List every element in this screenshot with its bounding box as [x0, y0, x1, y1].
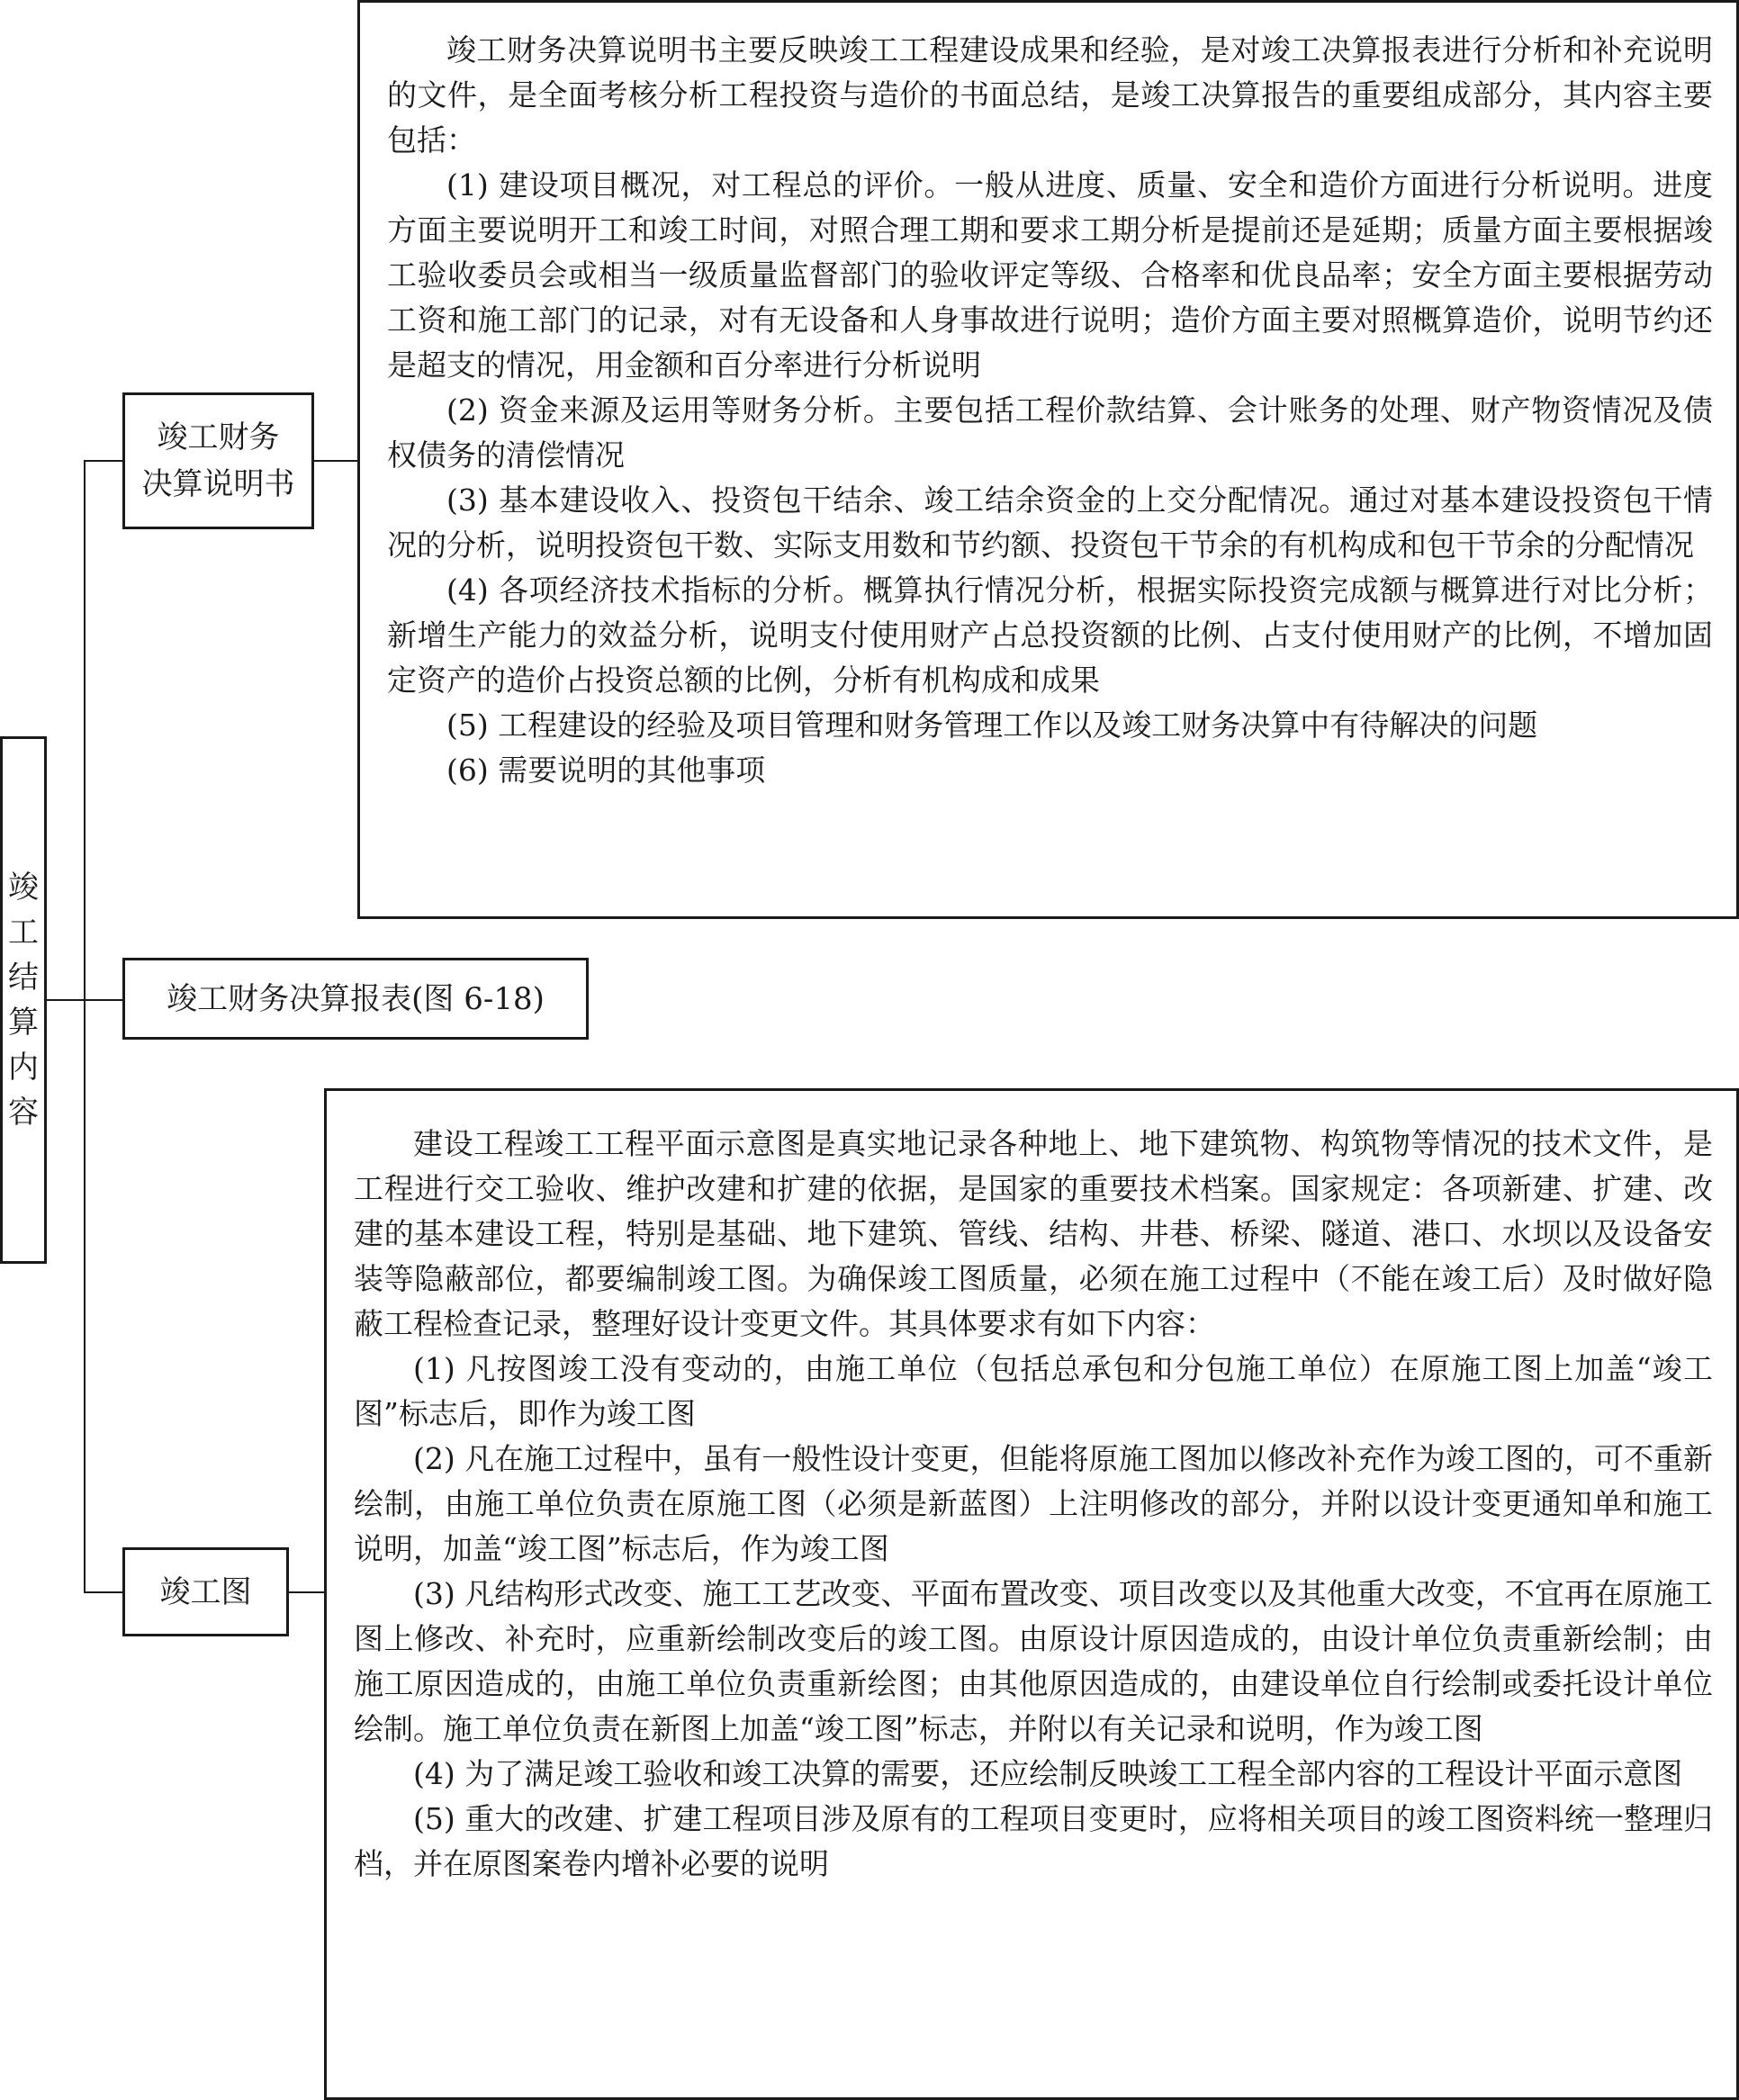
- root-char: 竣: [8, 870, 39, 906]
- branch-label-line: 竣工财务决算报表(图 6-18): [167, 980, 545, 1017]
- branch1-connector-line: [84, 460, 122, 462]
- root-char: 算: [8, 1005, 39, 1041]
- content-paragraph: (3) 基本建设收入、投资包干结余、竣工结余资金的上交分配情况。通过对基本建设投资包干情况的分析，说明投资包干数、实际支用数和节约额、投资包干节余的有机构成和包干节余的分配情况: [387, 482, 1713, 563]
- content-paragraph: (4) 为了满足竣工验收和竣工决算的需要，还应绘制反映竣工工程全部内容的工程设计平面示意图: [413, 1756, 1683, 1791]
- root-char: 容: [8, 1095, 39, 1131]
- root-char: 工: [8, 915, 39, 951]
- content-paragraph: (6) 需要说明的其他事项: [446, 753, 766, 788]
- content-paragraph: (3) 凡结构形式改变、施工工艺改变、平面布置改变、项目改变以及其他重大改变，不宜再在原施工图上修改、补充时，应重新绘制改变后的竣工图。由原设计原因造成的，由设计单位负责重新绘制；由施工原因造成的，由施工单位负责重新绘图；由其他原因造成的，由建设单位自行绘制或委托设计单位绘制。施工单位负责在新图上加盖“竣工图”标志，并附以有关记录和说明，作为竣工图: [354, 1576, 1713, 1746]
- branch-node-financial-report: [122, 958, 589, 1040]
- root-node-completion-settlement-content: [0, 736, 47, 1264]
- trunk-line: [84, 460, 86, 1592]
- branch-node-financial-statement: [122, 392, 314, 529]
- content-box-financial-statement: [357, 0, 1739, 919]
- content-paragraph: (4) 各项经济技术指标的分析。概算执行情况分析，根据实际投资完成额与概算进行对比分析；新增生产能力的效益分析，说明支付使用财产占总投资额的比例、占支付使用财产的比例，不增加固定资产的造价占投资总额的比例，分析有机构成和成果: [387, 572, 1713, 698]
- content-paragraph: (2) 凡在施工过程中，虽有一般性设计变更，但能将原施工图加以修改补充作为竣工图的，可不重新绘制，由施工单位负责在原施工图（必须是新蓝图）上注明修改的部分，并附以设计变更通知单和施工说明，加盖“竣工图”标志后，作为竣工图: [354, 1441, 1713, 1566]
- branch-label-line: 竣工图: [159, 1573, 252, 1610]
- content-paragraph: (1) 建设项目概况，对工程总的评价。一般从进度、质量、安全和造价方面进行分析说明。进度方面主要说明开工和竣工时间，对照合理工期和要求工期分析是提前还是延期；质量方面主要根据竣工验收委员会或相当一级质量监督部门的验收评定等级、合格率和优良品率；安全方面主要根据劳动工资和施工部门的记录，对有无设备和人身事故进行说明；造价方面主要对照概算造价，说明节约还是超支的情况，用金额和百分率进行分析说明: [387, 167, 1713, 383]
- branch2-connector-line: [84, 999, 122, 1001]
- content-paragraph: (1) 凡按图竣工没有变动的，由施工单位（包括总承包和分包施工单位）在原施工图上加盖“竣工图”标志后，即作为竣工图: [354, 1351, 1713, 1431]
- branch-label-line: 决算说明书: [141, 466, 295, 502]
- root-connector-line: [47, 999, 85, 1001]
- root-char: 结: [8, 960, 39, 996]
- content-box-as-built-drawing: [324, 1088, 1739, 2100]
- content-paragraph: (5) 工程建设的经验及项目管理和财务管理工作以及竣工财务决算中有待解决的问题: [446, 708, 1538, 743]
- branch-label-line: 竣工财务: [157, 419, 280, 455]
- branch3-connector-line: [84, 1591, 122, 1593]
- content-paragraph: 竣工财务决算说明书主要反映竣工工程建设成果和经验，是对竣工决算报表进行分析和补充说明的文件，是全面考核分析工程投资与造价的书面总结，是竣工决算报告的重要组成部分，其内容主要包括：: [387, 32, 1713, 158]
- content-paragraph: (2) 资金来源及运用等财务分析。主要包括工程价款结算、会计账务的处理、财产物资情况及债权债务的清偿情况: [387, 392, 1713, 473]
- content2-connector-line: [289, 1591, 324, 1593]
- content1-connector-line: [314, 460, 357, 462]
- content-paragraph: 建设工程竣工工程平面示意图是真实地记录各种地上、地下建筑物、构筑物等情况的技术文件，是工程进行交工验收、维护改建和扩建的依据，是国家的重要技术档案。国家规定：各项新建、扩建、改建的基本建设工程，特别是基础、地下建筑、管线、结构、井巷、桥梁、隧道、港口、水坝以及设备安装等隐蔽部位，都要编制竣工图。为确保竣工图质量，必须在施工过程中（不能在竣工后）及时做好隐蔽工程检查记录，整理好设计变更文件。其具体要求有如下内容：: [354, 1126, 1713, 1341]
- content-paragraph: (5) 重大的改建、扩建工程项目涉及原有的工程项目变更时，应将相关项目的竣工图资料统一整理归档，并在原图案卷内增补必要的说明: [354, 1801, 1713, 1881]
- branch-node-as-built-drawing: [122, 1547, 289, 1636]
- root-char: 内: [8, 1050, 39, 1086]
